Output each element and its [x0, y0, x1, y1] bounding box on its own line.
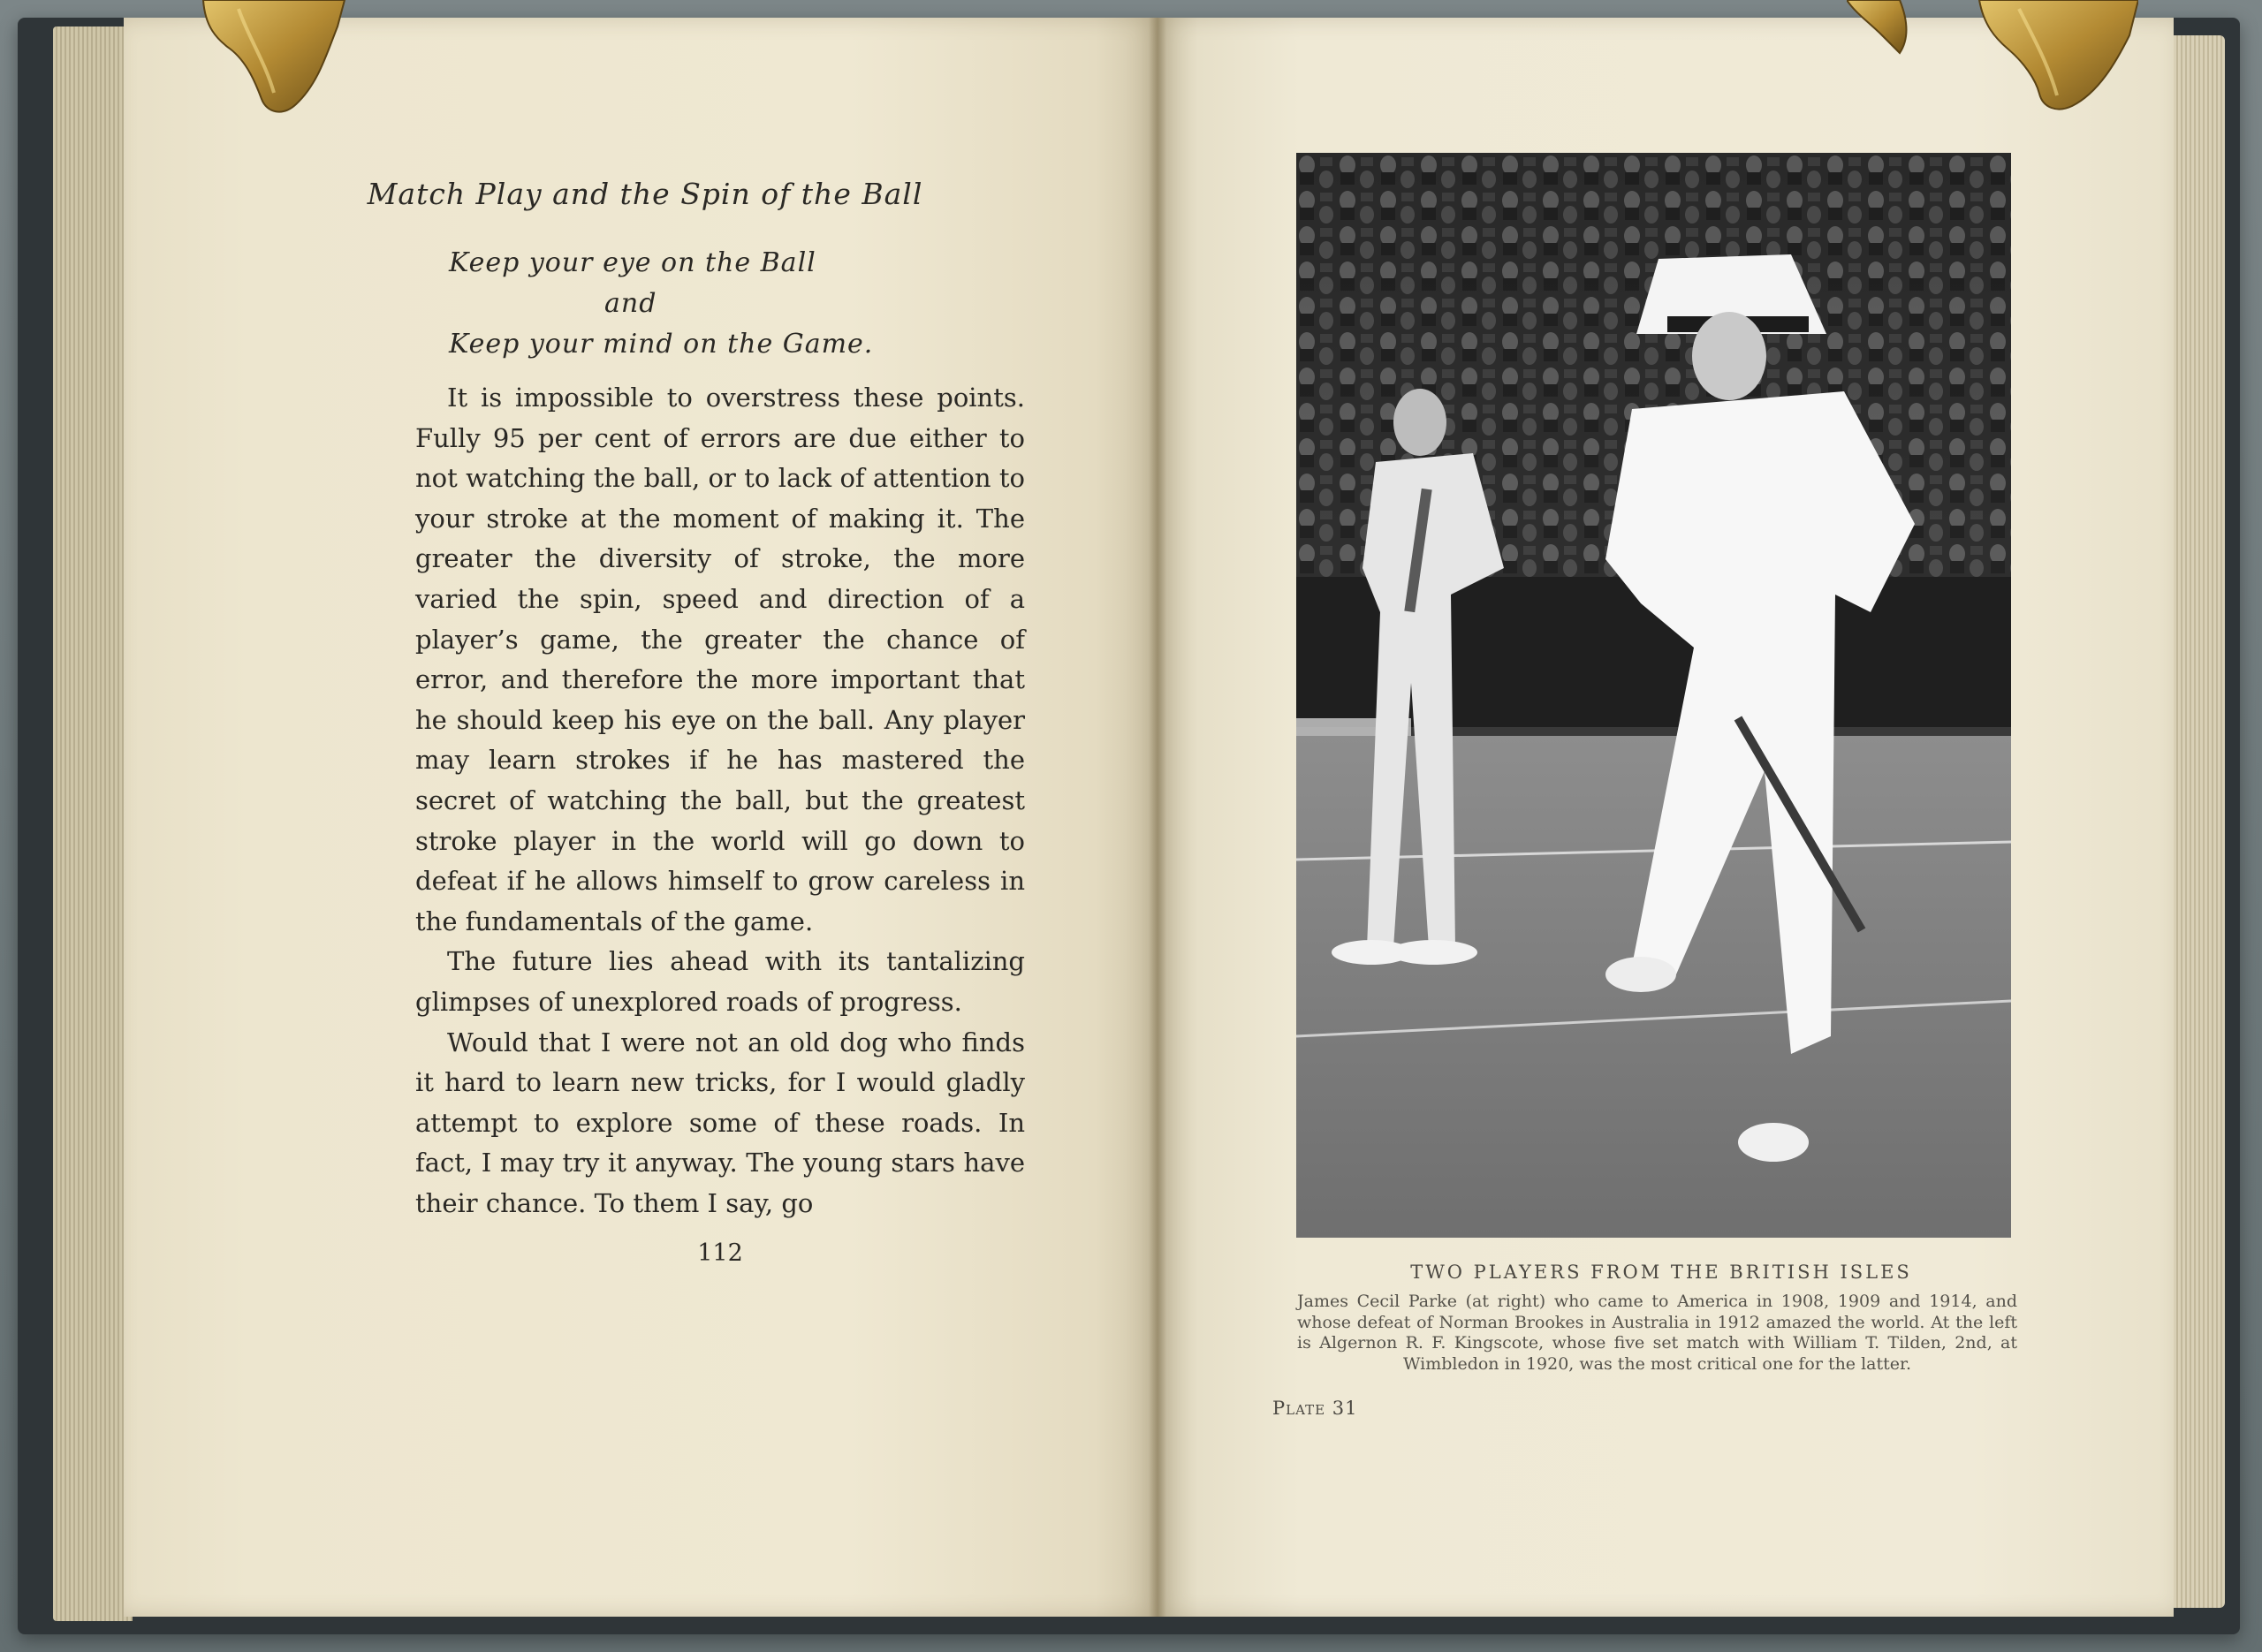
motto-line-2: and: [604, 288, 657, 319]
page-number: 112: [697, 1239, 743, 1267]
brass-clip-right-icon: [1847, 0, 2138, 115]
paragraph: It is impossible to overstress these points. Fully 95 per cent of errors are due either to not watching the ball, or to lack of attention to your stroke at the moment of making it. The greater the diversity of stroke, the more varied the spin, speed and direction of a player’s game, the greater the chance of error, and therefore the more important that he should keep his eye on the ball. Any player may learn strokes if he has mastered the secret of watching the ball, but the greatest stroke player in the world will go down to defeat if he allows himself to grow careless in the fundamentals of the game.: [415, 383, 1025, 936]
tennis-players-image: [1296, 153, 2011, 1238]
body-text: [415, 378, 1025, 1224]
paragraph: Would that I were not an old dog who finds it hard to learn new tricks, for I would gladly attempt to explore some of these roads. In fact, I may try it anyway. The young stars have their chance. To them I say, go: [415, 1027, 1025, 1218]
running-head: Match Play and the Spin of the Ball: [367, 177, 923, 211]
page-edges-left: [53, 27, 133, 1621]
paragraph: The future lies ahead with its tantalizing glimpses of unexplored roads of progress.: [415, 946, 1025, 1017]
brass-clip-left-icon: [186, 0, 353, 115]
book-gutter: [1149, 18, 1166, 1617]
motto-line-1: Keep your eye on the Ball: [449, 247, 816, 278]
plate-caption-text: James Cecil Parke (at right) who came to America in 1908, 1909 and 1914, and whose defeat of Norman Brookes in Australia in 1912 amazed the world. At the left is Algernon R. F. Kingscote, whose five set match with William T. Tilden, 2nd, at Wimbledon in 1920, was the most critical one for the latter.: [1297, 1292, 2017, 1374]
plate-photograph: [1296, 153, 2011, 1238]
plate-label: Plate 31: [1272, 1398, 1358, 1419]
plate-caption-title: TWO PLAYERS FROM THE BRITISH ISLES: [1410, 1262, 1912, 1283]
motto-line-3: Keep your mind on the Game.: [449, 329, 874, 360]
page-edges-right: [2174, 35, 2225, 1608]
